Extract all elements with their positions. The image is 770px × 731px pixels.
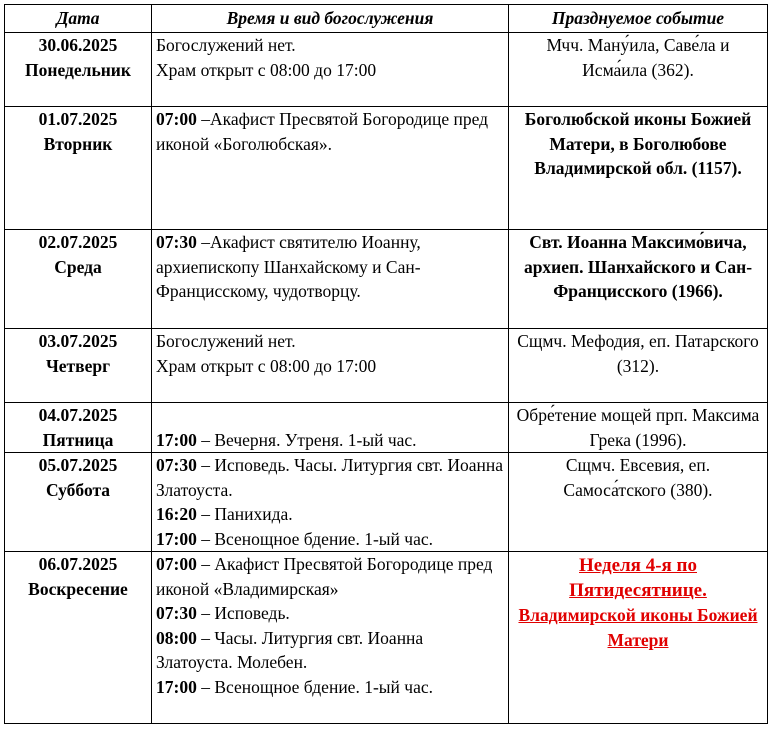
service-time: 07:30 bbox=[156, 232, 197, 252]
table-row bbox=[5, 403, 768, 453]
date-cell bbox=[5, 107, 152, 230]
schedule-table bbox=[4, 4, 768, 724]
header-date: Дата bbox=[5, 5, 152, 33]
service-cell bbox=[152, 230, 509, 329]
weekday: Вторник bbox=[43, 133, 113, 154]
service-text: – Часы. Литургия свт. Иоанна Златоуста. Молебен. bbox=[156, 627, 424, 672]
service-cell bbox=[152, 329, 509, 403]
event-cell: Боголюбской иконы Божией Матери, в Боголюбове Владимирской обл. (1157). bbox=[509, 107, 768, 230]
service-line bbox=[156, 601, 504, 626]
service-time: 07:00 bbox=[156, 109, 197, 129]
service-line bbox=[156, 230, 504, 304]
table-row bbox=[5, 33, 768, 107]
feast-subtitle: Владимирской иконы Божией Матери bbox=[518, 605, 758, 650]
table-row bbox=[5, 453, 768, 552]
service-line bbox=[156, 58, 504, 83]
table-row bbox=[5, 230, 768, 329]
service-text: – Всенощное бдение. 1-ый час. bbox=[196, 528, 433, 549]
date: 06.07.2025 bbox=[38, 554, 118, 574]
service-cell bbox=[152, 453, 509, 552]
date: 01.07.2025 bbox=[38, 109, 118, 129]
date: 05.07.2025 bbox=[38, 455, 118, 475]
service-line bbox=[156, 552, 504, 601]
table-row bbox=[5, 329, 768, 403]
event-cell: Обре́тение мощей прп. Максима Грека (1996). bbox=[509, 403, 768, 453]
service-cell bbox=[152, 107, 509, 230]
service-time: 17:00 bbox=[156, 676, 197, 697]
service-text: Храм открыт с 08:00 до 17:00 bbox=[156, 59, 377, 80]
date: 04.07.2025 bbox=[38, 405, 118, 425]
service-time: 17:00 bbox=[156, 429, 197, 450]
service-text: – Акафист Пресвятой Богородице пред иконой «Владимирская» bbox=[156, 554, 493, 599]
weekday: Среда bbox=[54, 256, 102, 277]
header-service: Время и вид богослужения bbox=[152, 5, 509, 33]
date-cell bbox=[5, 453, 152, 552]
service-time: 08:00 bbox=[156, 627, 197, 648]
service-line bbox=[156, 33, 504, 58]
service-text: – Панихида. bbox=[196, 504, 293, 524]
service-text: – Всенощное бдение. 1-ый час. bbox=[196, 676, 433, 697]
service-line bbox=[156, 527, 504, 552]
service-time: 07:30 bbox=[156, 455, 197, 475]
service-text: – Исповедь. Часы. Литургия свт. Иоанна Златоуста. bbox=[156, 455, 504, 500]
date: 30.06.2025 bbox=[38, 35, 118, 55]
service-line bbox=[156, 626, 504, 675]
table-row bbox=[5, 552, 768, 724]
feast-title: Неделя 4-я по Пятидесятнице. bbox=[569, 555, 707, 601]
table-row bbox=[5, 107, 768, 230]
service-line bbox=[156, 329, 504, 354]
event-cell: Свт. Иоанна Максимо́вича, архиеп. Шанхайского и Сан-Францисского (1966). bbox=[509, 230, 768, 329]
service-text: – Вечерня. Утреня. 1-ый час. bbox=[196, 429, 417, 450]
service-text: Богослужений нет. bbox=[156, 331, 296, 351]
service-time: 07:00 bbox=[156, 554, 197, 574]
header-row bbox=[5, 5, 768, 33]
service-line bbox=[156, 107, 504, 156]
weekday: Четверг bbox=[45, 355, 111, 376]
date: 03.07.2025 bbox=[38, 331, 118, 351]
event-cell: Мчч. Ману́ила, Саве́ла и Исма́ила (362). bbox=[509, 33, 768, 107]
weekday: Суббота bbox=[45, 479, 111, 500]
service-time: 07:30 bbox=[156, 603, 197, 623]
date-cell bbox=[5, 403, 152, 453]
weekday: Пятница bbox=[42, 429, 114, 450]
service-text: –Акафист святителю Иоанну, архиепископу Шанхайскому и Сан-Францисскому, чудотворцу. bbox=[156, 232, 421, 301]
service-line bbox=[156, 428, 504, 453]
service-cell bbox=[152, 403, 509, 453]
service-line bbox=[156, 453, 504, 502]
weekday: Воскресение bbox=[28, 578, 128, 599]
weekday: Понедельник bbox=[25, 59, 131, 80]
service-text: –Акафист Пресвятой Богородице пред иконой «Боголюбская». bbox=[156, 109, 489, 154]
service-text: – Исповедь. bbox=[196, 603, 290, 623]
header-event: Празднуемое событие bbox=[509, 5, 768, 33]
date: 02.07.2025 bbox=[38, 232, 118, 252]
service-text: Храм открыт с 08:00 до 17:00 bbox=[156, 355, 377, 376]
service-time: 17:00 bbox=[156, 528, 197, 549]
service-line bbox=[156, 502, 504, 527]
service-line bbox=[156, 675, 504, 700]
service-cell bbox=[152, 33, 509, 107]
date-cell bbox=[5, 329, 152, 403]
service-cell bbox=[152, 552, 509, 724]
service-line bbox=[156, 354, 504, 379]
date-cell bbox=[5, 230, 152, 329]
date-cell bbox=[5, 33, 152, 107]
service-time: 16:20 bbox=[156, 504, 197, 524]
event-cell bbox=[509, 552, 768, 724]
event-cell: Сщмч. Евсевия, еп. Самоса́тского (380). bbox=[509, 453, 768, 552]
event-cell: Сщмч. Мефодия, еп. Патарского (312). bbox=[509, 329, 768, 403]
service-text: Богослужений нет. bbox=[156, 35, 296, 55]
date-cell bbox=[5, 552, 152, 724]
